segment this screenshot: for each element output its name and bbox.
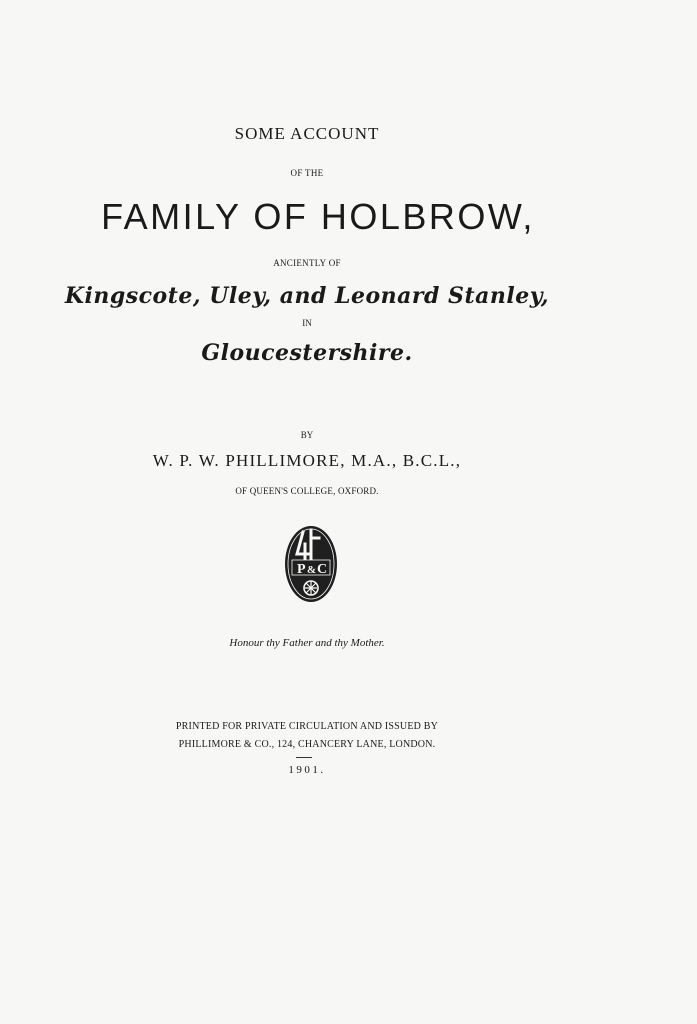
svg-text:C: C bbox=[317, 562, 328, 577]
publication-year: 1901. bbox=[288, 764, 326, 776]
family-title: FAMILY OF HOLBROW, bbox=[101, 196, 535, 237]
anciently-of-text: ANCIENTLY OF bbox=[273, 258, 341, 268]
author-name: W. P. W. PHILLIMORE, M.A., B.C.L., bbox=[152, 451, 462, 470]
of-the-text: OF THE bbox=[290, 168, 324, 178]
county-blackletter: Gloucestershire. bbox=[201, 340, 413, 366]
author-affiliation: OF QUEEN'S COLLEGE, OXFORD. bbox=[235, 486, 379, 496]
motto: Honour thy Father and thy Mother. bbox=[229, 637, 385, 649]
in-text: IN bbox=[302, 318, 312, 328]
by-text: BY bbox=[300, 430, 314, 440]
publisher-line: PHILLIMORE & CO., 124, CHANCERY LANE, LONDON. bbox=[178, 739, 436, 750]
publisher-device-emblem-icon bbox=[283, 524, 339, 604]
svg-text:&: & bbox=[307, 564, 317, 576]
printed-for-line: PRINTED FOR PRIVATE CIRCULATION AND ISSUED BY bbox=[175, 721, 439, 732]
divider-rule bbox=[296, 757, 312, 758]
some-account-heading: SOME ACCOUNT bbox=[234, 124, 380, 143]
svg-text:P: P bbox=[297, 562, 306, 577]
places-blackletter: Kingscote, Uley, and Leonard Stanley, bbox=[64, 283, 550, 309]
